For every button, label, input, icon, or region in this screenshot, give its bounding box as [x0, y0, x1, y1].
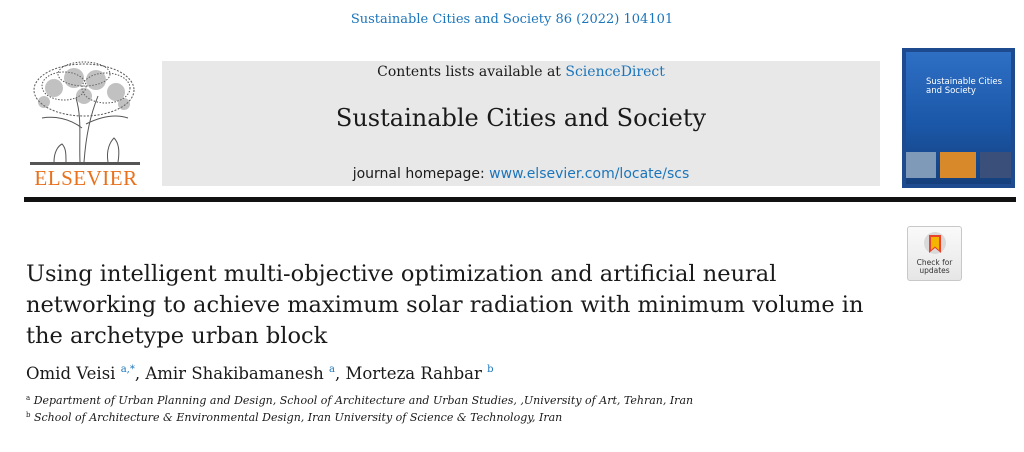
bookmark-icon [922, 231, 948, 259]
cover-title: Sustainable Cities and Society [926, 77, 1003, 96]
affiliation: $^a$ Department of Urban Planning and Design, School of Architecture and Urban Studies, ,University of Art, Tehran, Iran [26, 394, 694, 407]
article-title: Using intelligent multi-objective optimization and artificial neural networking to achieve maximum solar radiation with minimum volume in the archetype urban block [26, 261, 864, 349]
sciencedirect-link[interactable]: ScienceDirect [565, 64, 665, 80]
author-affiliation-marker[interactable]: a [328, 364, 335, 375]
cover-image-tile [940, 152, 976, 178]
journal-homepage-link[interactable]: www.elsevier.com/locate/scs [489, 166, 690, 182]
journal-citation[interactable]: Sustainable Cities and Society 86 (2022) 104101 [350, 12, 674, 27]
check-for-updates-button[interactable] [907, 226, 962, 281]
contents-line: Contents lists available at ScienceDirect [377, 64, 665, 80]
author-list: Omid Veisi $^{a,*}$, Amir Shakibamanesh $^a$, Morteza Rahbar $^b$ [26, 364, 494, 383]
journal-cover-thumbnail[interactable] [902, 48, 1015, 188]
author-name[interactable]: Amir Shakibamanesh [145, 364, 324, 383]
journal-title: Sustainable Cities and Society [335, 104, 707, 132]
author-affiliation-marker[interactable]: a,* [120, 364, 135, 375]
affiliation: $^b$ School of Architecture & Environmental Design, Iran University of Science & Technology, Iran [26, 411, 563, 424]
author-affiliation-marker[interactable]: b [487, 364, 494, 375]
cover-image-tile [906, 152, 936, 178]
author-name[interactable]: Omid Veisi [26, 364, 116, 383]
cover-image-tile [980, 152, 1011, 178]
publisher-wordmark: ELSEVIER [34, 166, 138, 190]
header-rule [24, 197, 1016, 202]
check-for-updates-label: Check for updates [916, 258, 953, 275]
author-name[interactable]: Morteza Rahbar [345, 364, 482, 383]
homepage-line: journal homepage: www.elsevier.com/locate/scs [352, 166, 690, 182]
